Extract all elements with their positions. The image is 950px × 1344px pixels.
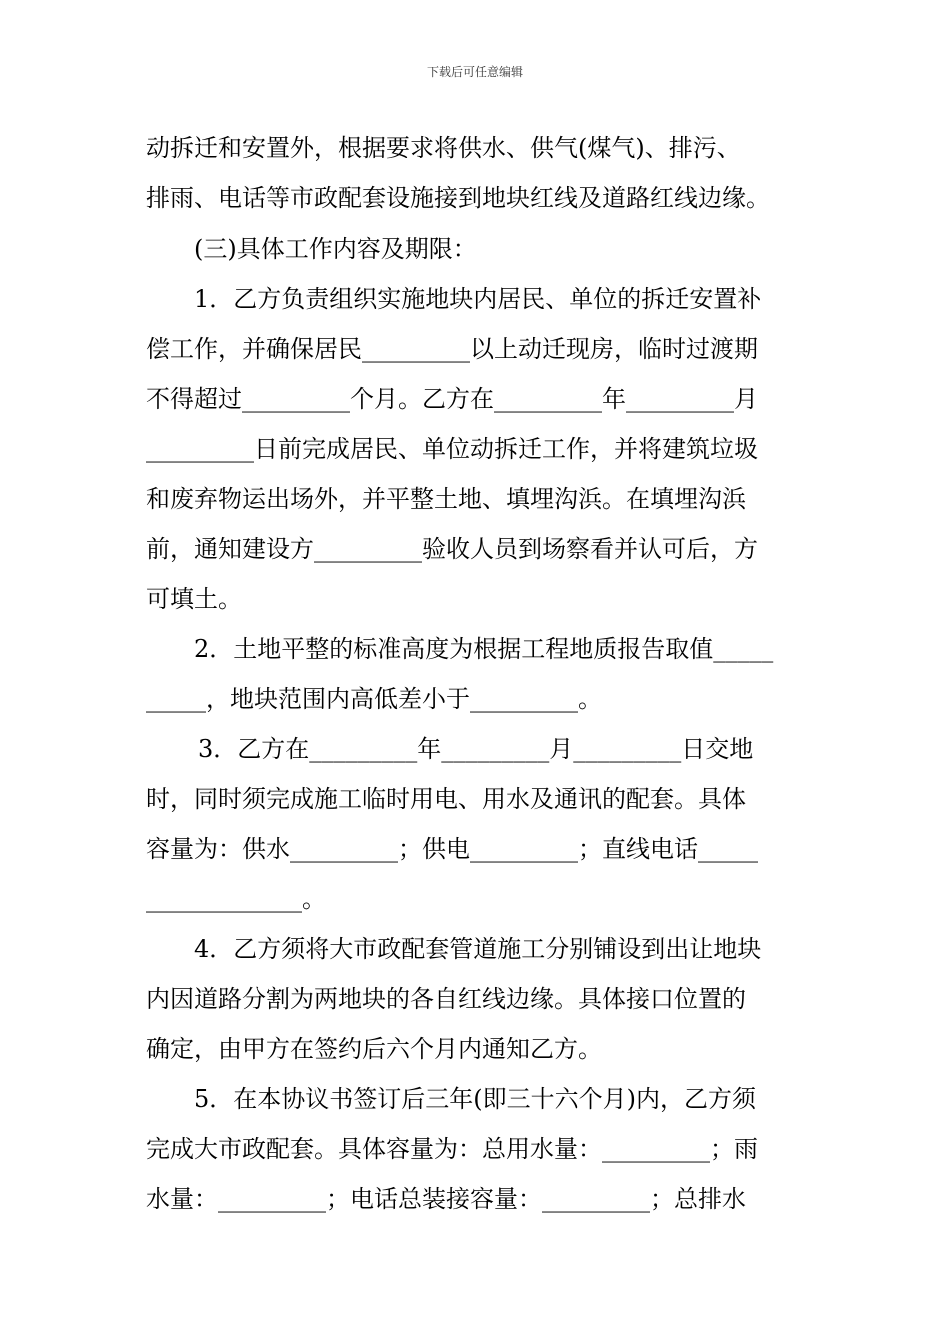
text-line: 确定，由甲方在签约后六个月内通知乙方。 — [146, 1035, 602, 1063]
text-line: 偿工作，并确保居民_________以上动迁现房，临时过渡期 — [146, 335, 758, 363]
text-line: 完成大市政配套。具体容量为：总用水量：_________；雨 — [146, 1135, 758, 1163]
text-line: 内因道路分割为两地块的各自红线边缘。具体接口位置的 — [146, 985, 746, 1013]
text-line: 5．在本协议书签订后三年(即三十六个月)内，乙方须 — [194, 1085, 756, 1113]
section-heading: (三)具体工作内容及期限： — [194, 235, 477, 263]
page-header: 下载后可任意编辑 — [426, 65, 523, 79]
text-line: 不得超过_________个月。乙方在_________年_________月 — [146, 385, 758, 413]
text-line: 动拆迁和安置外，根据要求将供水、供气(煤气)、排污、 — [146, 134, 741, 162]
text-line: _________日前完成居民、单位动拆迁工作，并将建筑垃圾 — [146, 435, 758, 463]
text-line: 水量：_________；电话总装接容量：_________；总排水 — [146, 1185, 746, 1213]
text-line: 排雨、电话等市政配套设施接到地块红线及道路红线边缘。 — [146, 184, 770, 212]
text-line: 可填土。 — [146, 585, 242, 613]
text-line: 2．土地平整的标准高度为根据工程地质报告取值_____ — [194, 635, 774, 663]
text-line: 前，通知建设方_________验收人员到场察看并认可后，方 — [146, 535, 758, 563]
text-line: 3．乙方在_________年_________月_________日交地 — [198, 735, 754, 763]
text-line: 1．乙方负责组织实施地块内居民、单位的拆迁安置补 — [194, 285, 762, 313]
text-line: 和废弃物运出场外，并平整土地、填埋沟浜。在填埋沟浜 — [146, 485, 746, 513]
text-line: 4．乙方须将大市政配套管道施工分别铺设到出让地块 — [194, 935, 762, 963]
text-line: _____，地块范围内高低差小于_________。 — [146, 685, 602, 713]
text-line: 容量为：供水_________；供电_________；直线电话_____ — [146, 835, 758, 863]
text-line: 时，同时须完成施工临时用电、用水及通讯的配套。具体 — [146, 785, 746, 813]
text-line: _____________。 — [146, 885, 326, 913]
